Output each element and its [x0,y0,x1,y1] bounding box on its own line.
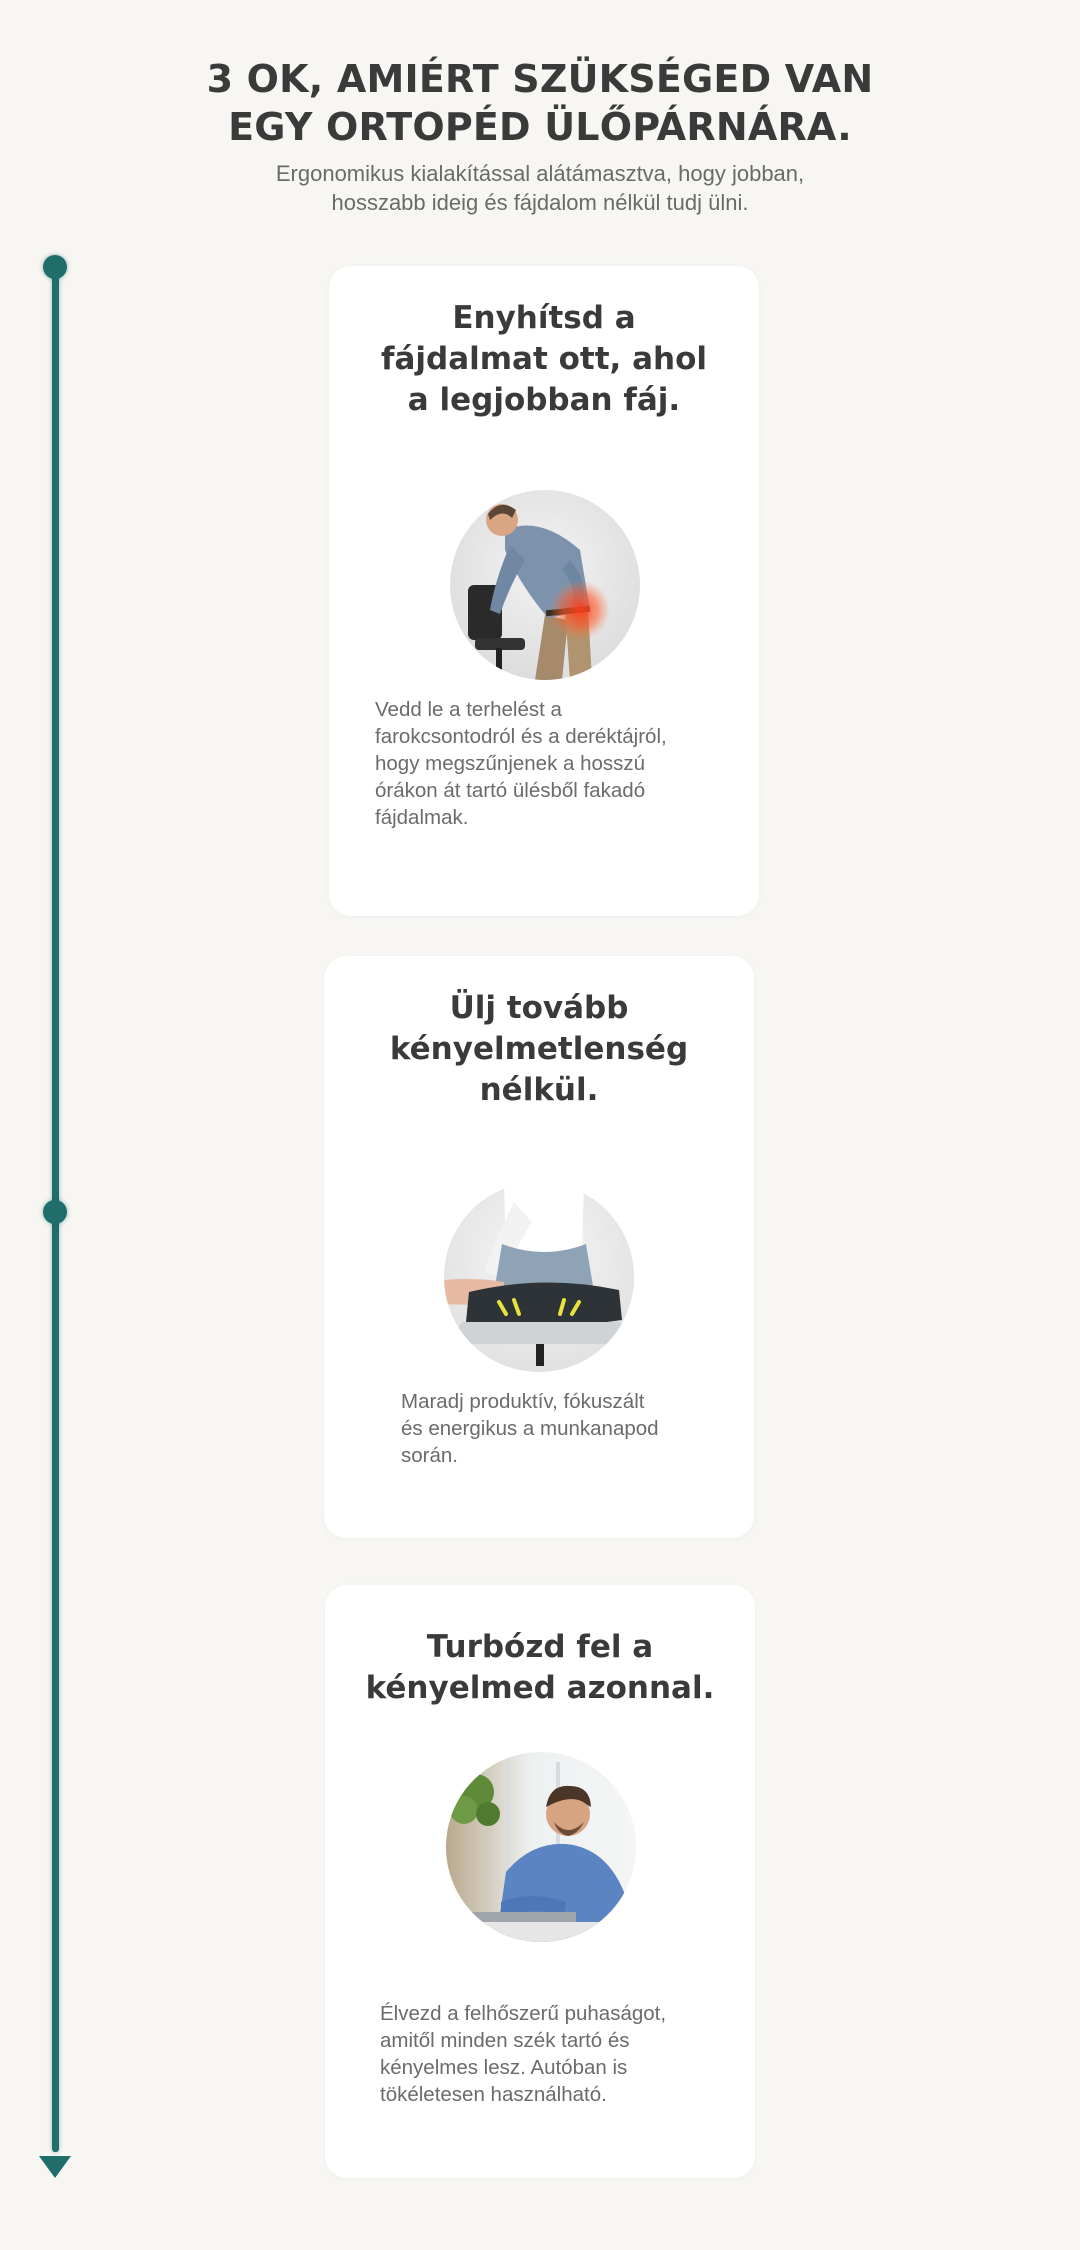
card-description-line: Élvezd a felhőszerű puhaságot, [380,2002,667,2025]
page-title [0,55,1080,151]
page-subtitle-line: hosszabb ideig és fájdalom nélkül tudj ülni. [331,190,749,215]
card-title-line: a legjobban fáj. [407,382,681,418]
man-back-pain-photo [450,490,640,680]
card-description-line: hogy megszűnjenek a hosszú [375,752,646,775]
card-description-line: Maradj produktív, fókuszált [401,1390,645,1413]
timeline-dot [43,255,67,279]
card-title [329,298,759,421]
card-title-line: kényelmed azonnal. [365,1670,715,1706]
card-description-line: során. [401,1444,458,1467]
card-description-line: tökéletesen használható. [380,2083,607,2106]
page-title-line: EGY ORTOPÉD ÜLŐPÁRNÁRA. [228,105,852,149]
page-title-line: 3 OK, AMIÉRT SZÜKSÉGED VAN [206,57,874,101]
card-title-line: Turbózd fel a [426,1629,654,1665]
card-title-line: Ülj tovább [449,990,629,1026]
card-description-line: amitől minden szék tartó és [380,2029,630,2052]
card-description-line: farokcsontodról és a deréktájról, [375,725,667,748]
card-description [401,1388,659,1469]
timeline-arrow-down-icon [39,2156,71,2178]
card-title-line: fájdalmat ott, ahol [380,341,707,377]
card-description-line: Vedd le a terhelést a [375,698,562,721]
card-description-line: fájdalmak. [375,806,469,829]
woman-sitting-on-cushion-photo [444,1182,634,1372]
card-description-line: és energikus a munkanapod [401,1417,659,1440]
card-description-line: kényelmes lesz. Autóban is [380,2056,628,2079]
card-title-line: nélkül. [479,1072,599,1108]
reason-card-pain-relief [329,266,759,916]
timeline-dot [43,1200,67,1224]
card-description [380,2000,666,2108]
card-title [324,988,754,1111]
smiling-man-at-desk-photo [446,1752,636,1942]
page-header [0,55,1080,217]
card-description [375,696,667,831]
card-title-line: kényelmetlenség [389,1031,689,1067]
reason-card-instant-comfort [325,1585,755,2178]
reason-card-comfort [324,956,754,1538]
page-subtitle-line: Ergonomikus kialakítással alátámasztva, hogy jobban, [275,161,805,186]
card-description-line: órákon át tartó ülésből fakadó [375,779,646,802]
page-subtitle [240,159,840,217]
card-title-line: Enyhítsd a [452,300,636,336]
card-title [325,1627,755,1709]
